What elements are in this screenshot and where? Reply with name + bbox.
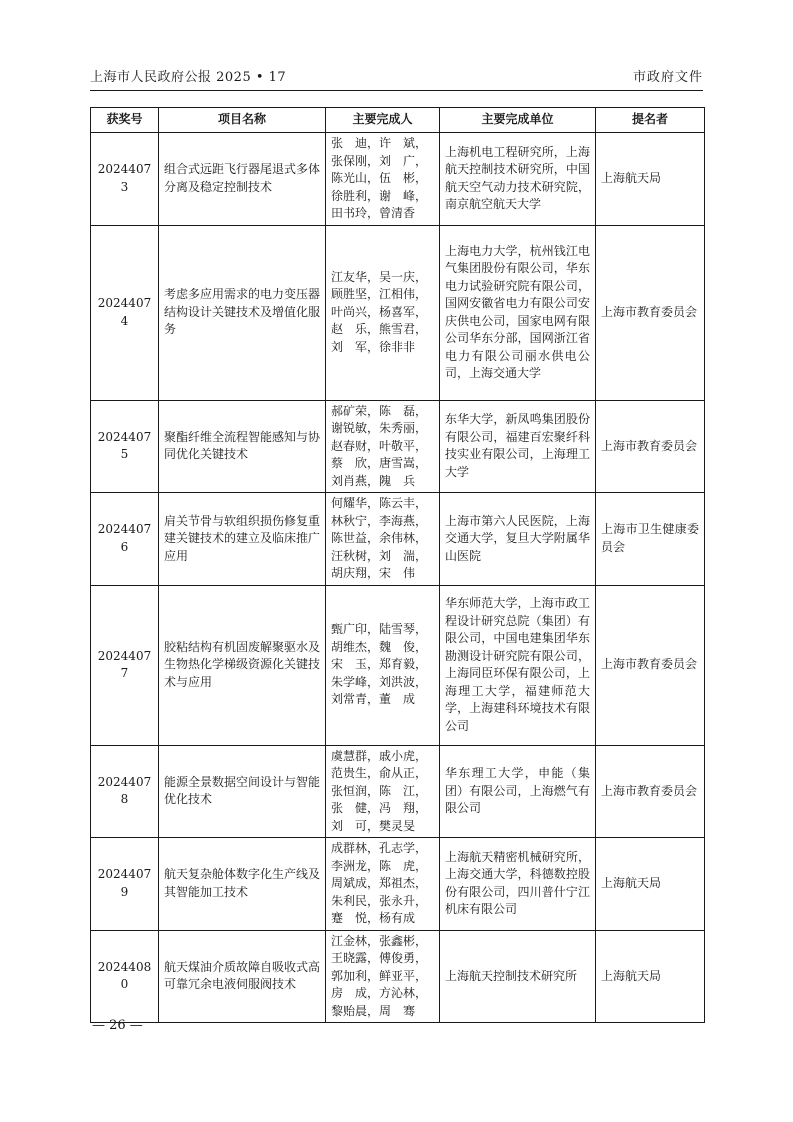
units-cell: 华东师范大学，上海市政工程设计研究总院（集团）有限公司，中国电建集团华东勘测设计研究院有限公司，上海同臣环保有限公司，上海理工大学，福建师范大学，上海建科环境技术有限公司 [440,585,596,745]
people-cell [326,745,440,838]
award-number: 20244079 [91,838,159,931]
person-line: 何耀华，陈云丰， [331,496,428,510]
person-line: 王晓露，傅俊勇， [331,951,428,965]
project-name: 肩关节骨与软组织损伤修复重建关键技术的建立及临床推广应用 [159,493,326,586]
person-line: 张 迪，许 斌， [331,136,428,150]
person-line: 甄广印，陆雪琴， [331,622,428,637]
table-row [91,838,705,931]
table-row [91,493,705,586]
nominator-cell: 上海航天局 [596,930,705,1023]
gazette-title: 上海市人民政府公报 2025 • 17 [90,70,287,85]
award-number: 20244077 [91,585,159,745]
table-row [91,745,705,838]
person-line: 叶尚兴，杨喜军， [331,304,428,319]
person-line: 刘 可，樊灵旻 [331,818,416,833]
project-name: 航天煤油介质故障自吸收式高可靠冗余电液伺服阀技术 [159,930,326,1023]
person-line: 刘常青，董 成 [331,692,416,707]
units-cell: 东华大学，新凤鸣集团股份有限公司，福建百宏聚纤科技实业有限公司，上海理工大学 [440,400,596,493]
person-line: 谢锐敏，朱秀丽， [331,421,428,435]
person-line: 胡维杰，魏 俊， [331,639,428,654]
nominator-cell: 上海市卫生健康委员会 [596,493,705,586]
column-header-nominator: 提名者 [596,108,705,133]
person-line: 顾胜坚，江相伟， [331,287,428,302]
person-line: 房 成，方沁林， [331,986,428,1000]
person-line: 江友华，吴一庆， [331,269,428,284]
person-line: 范贵生，俞从正， [331,766,428,780]
units-cell: 华东理工大学，申能（集团）有限公司，上海燃气有限公司 [440,745,596,838]
nominator-cell: 上海市教育委员会 [596,225,705,400]
person-line: 黎贻晨，周 骞 [331,1003,416,1018]
project-name: 考虑多应用需求的电力变压器结构设计关键技术及增值化服务 [159,225,326,400]
person-line: 虞慧群，戚小虎， [331,748,428,763]
person-line: 陈世益，余伟林， [331,531,428,545]
table-row [91,585,705,745]
column-header-award-no: 获奖号 [91,108,159,133]
section-title: 市政府文件 [632,70,703,85]
person-line: 胡庆翔，宋 伟 [331,566,416,580]
people-cell [326,400,440,493]
person-line: 朱学峰，刘洪波， [331,674,428,689]
units-cell: 上海市第六人民医院，上海交通大学，复旦大学附属华山医院 [440,493,596,586]
person-line: 赵 乐，熊雪君， [331,322,428,337]
people-cell [326,585,440,745]
person-line: 成群林，孔志学， [331,841,428,855]
units-cell: 上海航天精密机械研究所，上海交通大学，科德数控股份有限公司，四川普什宁江机床有限公司 [440,838,596,931]
table-header-row [91,108,705,133]
table-row [91,930,705,1023]
project-name: 航天复杂舱体数字化生产线及其智能加工技术 [159,838,326,931]
project-name: 能源全景数据空间设计与智能优化技术 [159,745,326,838]
person-line: 蔡 欣，唐雪嵩， [331,456,428,470]
units-cell: 上海机电工程研究所，上海航天控制技术研究所，中国航天空气动力技术研究院，南京航空航天大学 [440,133,596,226]
person-line: 陈光山，伍 彬， [331,171,428,185]
person-line: 宋 玉，郑育毅， [331,657,428,672]
table-row [91,400,705,493]
project-name: 组合式远距飞行器尾退式多体分离及稳定控制技术 [159,133,326,226]
person-line: 刘 军，徐非非 [331,339,416,354]
column-header-project: 项目名称 [159,108,326,133]
people-cell [326,838,440,931]
person-line: 郝矿荣，陈 磊， [331,403,428,418]
nominator-cell: 上海市教育委员会 [596,400,705,493]
award-number: 20244075 [91,400,159,493]
person-line: 江金林，张鑫彬， [331,933,428,948]
person-line: 周斌成，郑祖杰， [331,876,428,890]
nominator-cell: 上海市教育委员会 [596,745,705,838]
people-cell [326,930,440,1023]
person-line: 林秋宁，李海燕， [331,513,428,528]
project-name: 胶粘结构有机固废解聚驱水及生物热化学梯级资源化关键技术与应用 [159,585,326,745]
person-line: 张 健，冯 翔， [331,801,428,815]
header-divider [90,90,703,91]
units-cell: 上海航天控制技术研究所 [440,930,596,1023]
page-number: — 26 — [92,1018,143,1033]
person-line: 田书玲，曾清香 [331,206,416,220]
award-number: 20244076 [91,493,159,586]
person-line: 张保刚，刘 广， [331,153,428,168]
person-line: 李洲龙，陈 虎， [331,858,428,873]
person-line: 汪秋树，刘 湍， [331,548,428,563]
person-line: 蹇 悦，杨有成 [331,911,416,925]
table-row [91,225,705,400]
award-number: 20244073 [91,133,159,226]
project-name: 聚酯纤维全流程智能感知与协同优化关键技术 [159,400,326,493]
person-line: 张恒润，陈 江， [331,783,428,798]
person-line: 朱利民，张永升， [331,893,428,908]
person-line: 赵春财，叶敬平， [331,438,428,453]
award-number: 20244074 [91,225,159,400]
person-line: 郭加利，鲜亚平， [331,968,428,983]
column-header-units: 主要完成单位 [440,108,596,133]
units-cell: 上海电力大学，杭州钱江电气集团股份有限公司，华东电力试验研究院有限公司，国网安徽省电力有限公司安庆供电公司，国家电网有限公司华东分部，国网浙江省电力有限公司丽水供电公司，上海交通大学 [440,225,596,400]
nominator-cell: 上海市教育委员会 [596,585,705,745]
table-row [91,133,705,226]
page-header [90,66,703,88]
award-number: 20244078 [91,745,159,838]
people-cell [326,133,440,226]
nominator-cell: 上海航天局 [596,838,705,931]
person-line: 刘肖燕，隗 兵 [331,473,416,488]
award-number: 20244080 [91,930,159,1023]
column-header-people: 主要完成人 [326,108,440,133]
people-cell [326,493,440,586]
people-cell [326,225,440,400]
award-table [90,107,705,1023]
person-line: 徐胜利，谢 峰， [331,188,428,203]
nominator-cell: 上海航天局 [596,133,705,226]
